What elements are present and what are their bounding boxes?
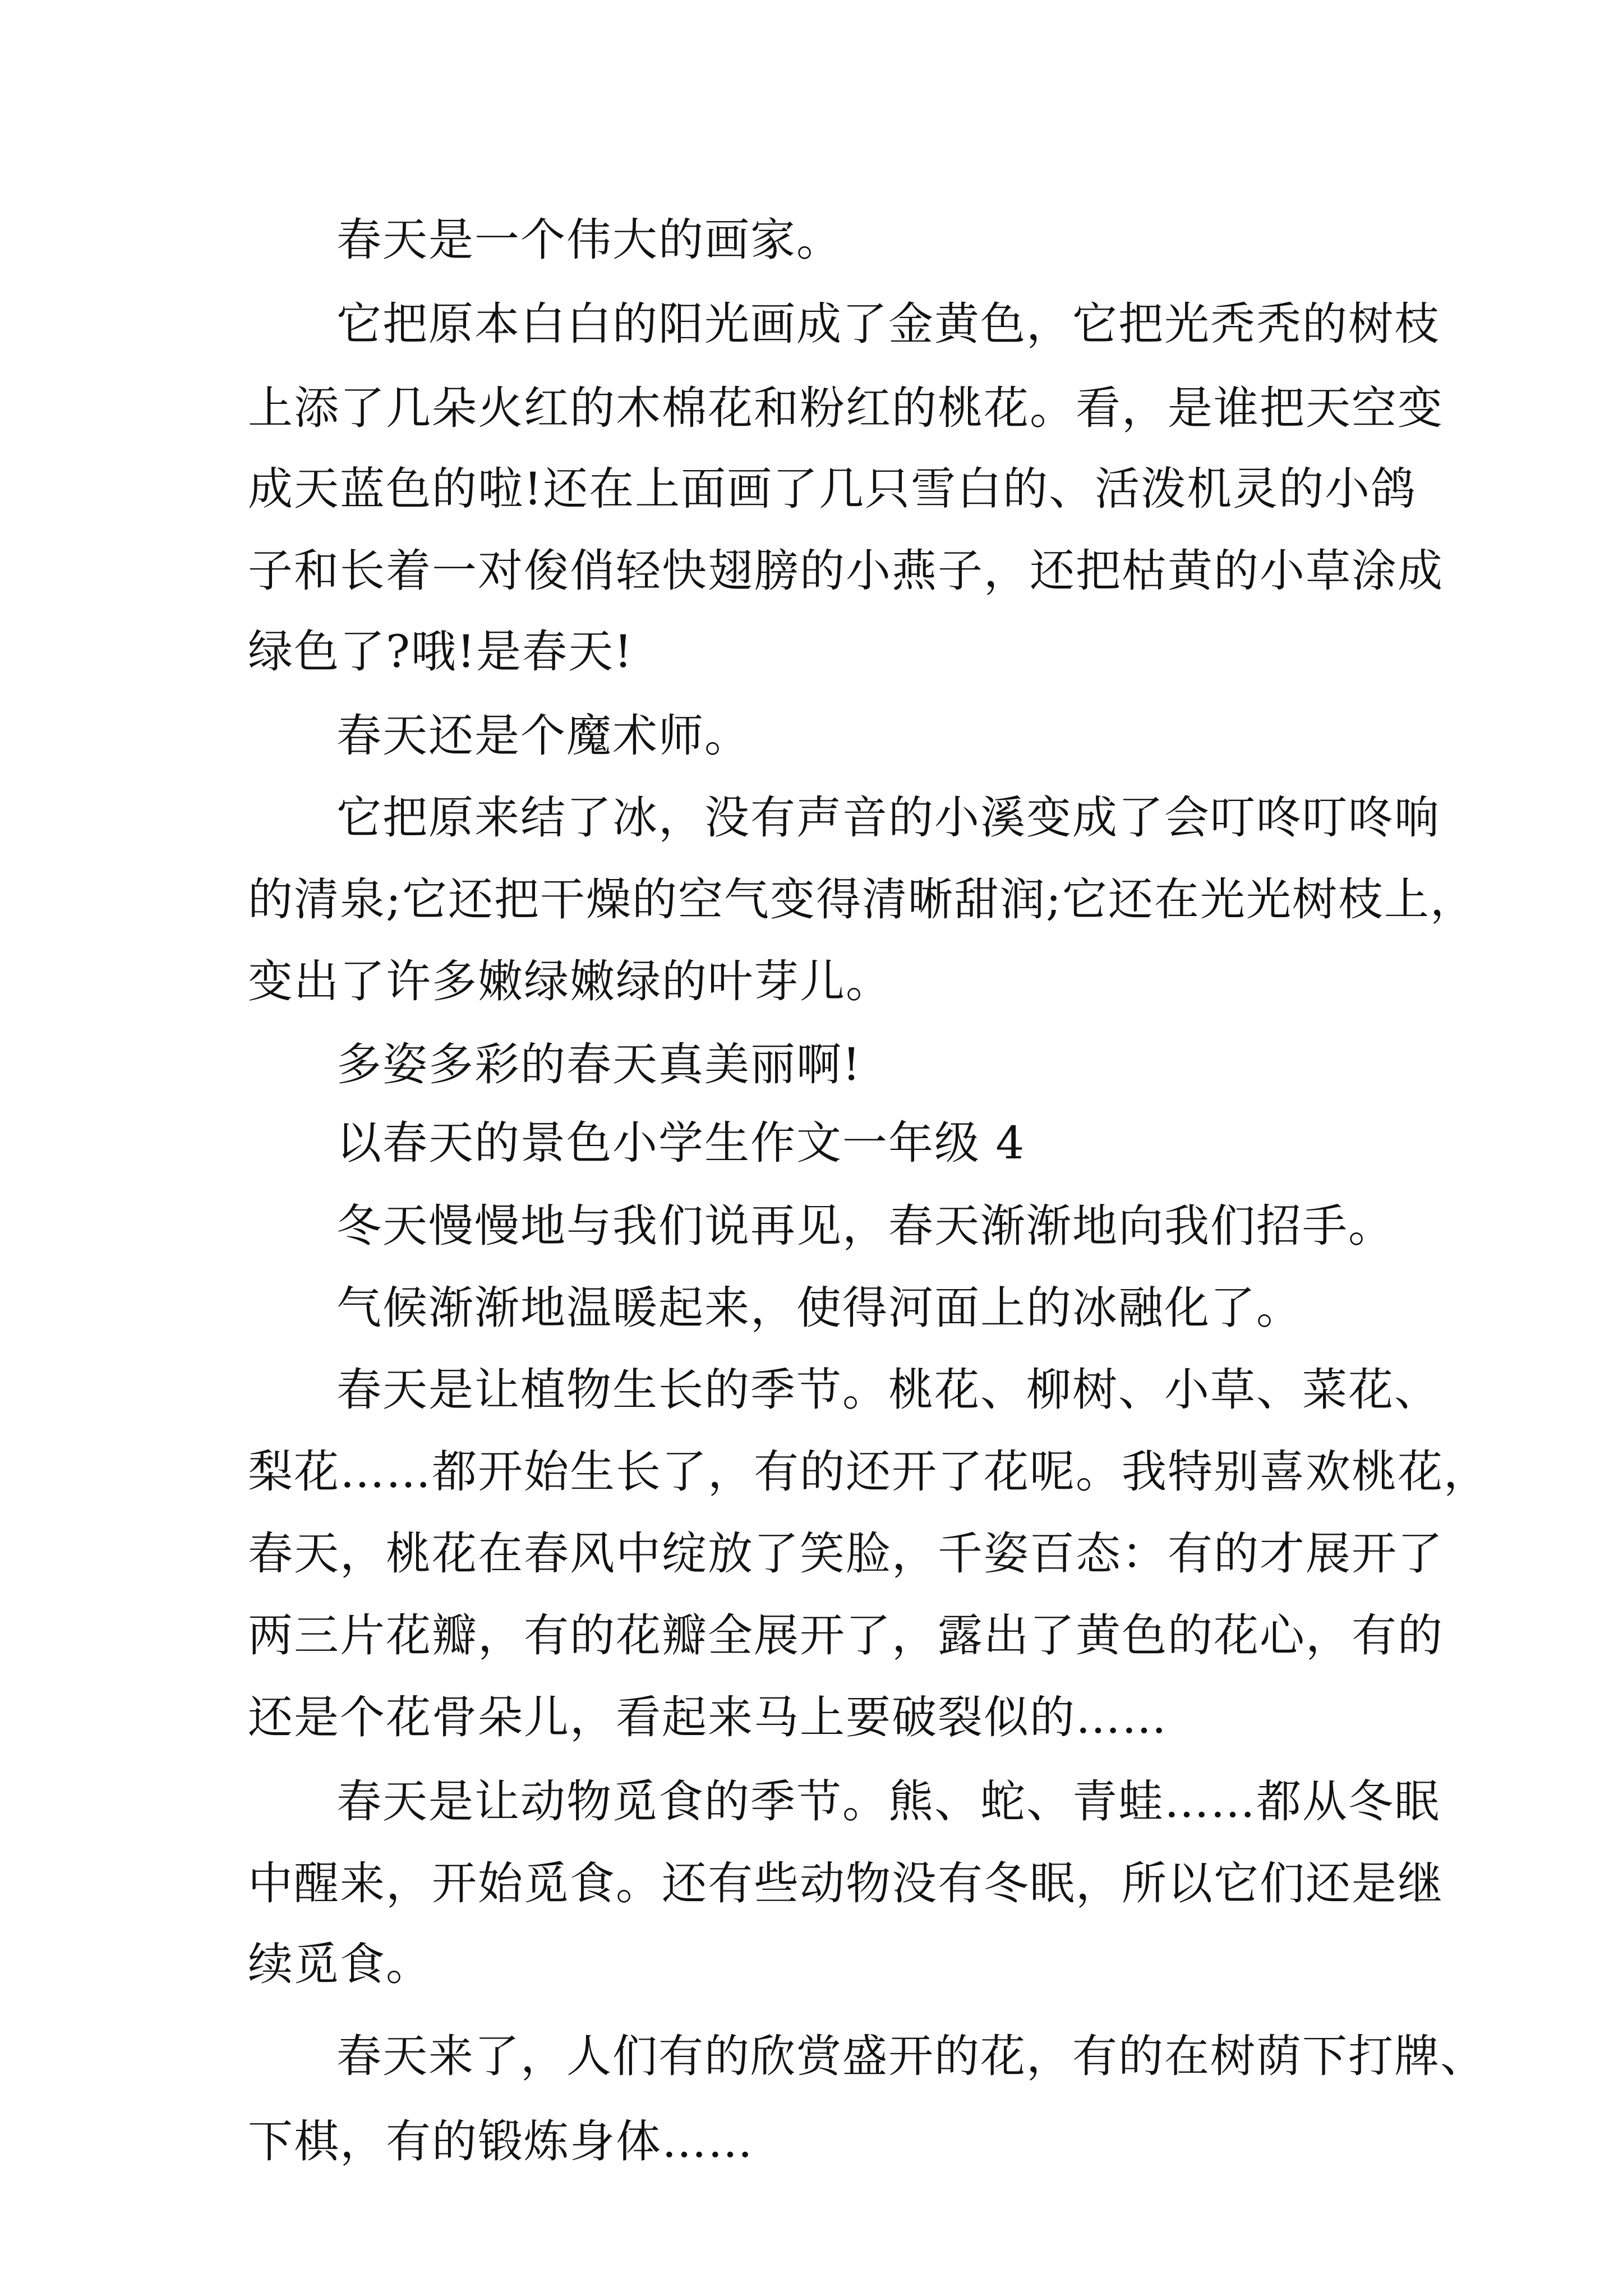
- text-line: 它把原来结了冰，没有声音的小溪变成了会叮咚叮咚响: [336, 792, 1440, 844]
- text-line: 春天，桃花在春风中绽放了笑脸，千姿百态：有的才展开了: [248, 1527, 1444, 1580]
- text-line: 多姿多彩的春天真美丽啊!: [336, 1038, 862, 1091]
- text-line: 春天还是个魔术师。: [336, 710, 750, 762]
- text-line: 气候渐渐地温暖起来，使得河面上的冰融化了。: [336, 1282, 1302, 1334]
- text-line: 下棋，有的锻炼身体……: [248, 2115, 754, 2168]
- text-line: 它把原本白白的阳光画成了金黄色，它把光秃秃的树枝: [336, 298, 1440, 350]
- text-line: 成天蓝色的啦!还在上面画了几只雪白的、活泼机灵的小鸽: [248, 463, 1417, 515]
- text-line: 春天来了，人们有的欣赏盛开的花，有的在树荫下打牌、: [336, 2030, 1486, 2082]
- text-line: 春天是让植物生长的季节。桃花、柳树、小草、菜花、: [336, 1364, 1440, 1416]
- text-line: 子和长着一对俊俏轻快翅膀的小燕子，还把枯黄的小草涂成: [248, 545, 1444, 597]
- text-line: 冬天慢慢地与我们说再见，春天渐渐地向我们招手。: [336, 1200, 1394, 1252]
- text-line: 还是个花骨朵儿，看起来马上要破裂似的……: [248, 1691, 1168, 1743]
- text-line: 中醒来，开始觅食。还有些动物没有冬眠，所以它们还是继: [248, 1857, 1444, 1910]
- text-line: 变出了许多嫩绿嫩绿的叶芽儿。: [248, 955, 892, 1007]
- text-line: 春天是一个伟大的画家。: [336, 214, 842, 266]
- text-line: 梨花……都开始生长了，有的还开了花呢。我特别喜欢桃花，: [248, 1446, 1490, 1498]
- text-line: 以春天的景色小学生作文一年级 4: [336, 1117, 1026, 1169]
- text-line: 的清泉;它还把干燥的空气变得清晰甜润;它还在光光树枝上，: [248, 873, 1476, 926]
- text-line: 上添了几朵火红的木棉花和粉红的桃花。看，是谁把天空变: [248, 382, 1444, 434]
- text-line: 绿色了?哦!是春天!: [248, 625, 634, 678]
- text-line: 春天是让动物觅食的季节。熊、蛇、青蛙……都从冬眠: [336, 1775, 1440, 1828]
- text-line: 续觅食。: [248, 1938, 432, 1990]
- text-line: 两三片花瓣，有的花瓣全展开了，露出了黄色的花心，有的: [248, 1609, 1444, 1662]
